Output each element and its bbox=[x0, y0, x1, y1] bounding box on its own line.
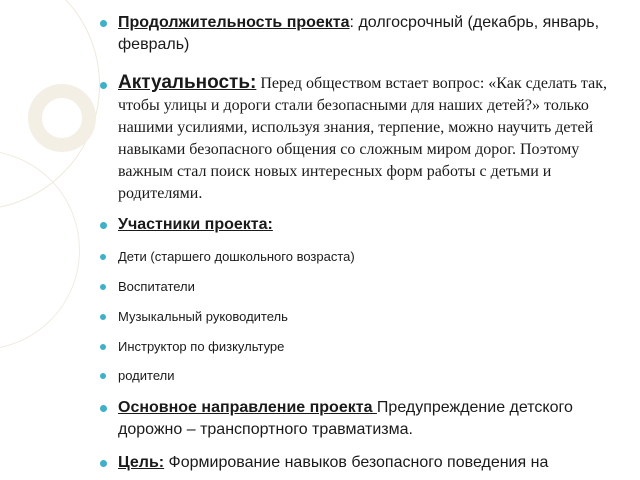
decorative-ring bbox=[28, 84, 96, 152]
item-heading: Цель: bbox=[118, 454, 165, 471]
bullet-icon bbox=[100, 344, 106, 350]
item-heading: Участники проекта: bbox=[118, 216, 273, 233]
item-body: Предупреждение детского дорожно – транспортного травматизма. bbox=[118, 399, 573, 438]
item-body: Перед обществом встает вопрос: «Как сделать так, чтобы улицы и дороги стали безопасными для наших детей?» только нашими усилиями, используя знания, терпение, можно научить детей навыками безопасного общения со сложным миром дорог. Поэтому важным стал поиск новых интересных форм работы с детьми и родителями. bbox=[118, 75, 607, 202]
item-text bbox=[118, 452, 638, 474]
item-text bbox=[118, 397, 623, 441]
item-body: Дети (старшего дошкольного возраста) bbox=[118, 249, 355, 264]
bullet-icon bbox=[100, 314, 106, 320]
item-body: Инструктор по физкультуре bbox=[118, 339, 285, 354]
bullet-icon bbox=[100, 254, 106, 260]
decorative-arc bbox=[0, 150, 80, 350]
item-heading: Актуальность: bbox=[118, 72, 257, 93]
bullet-icon bbox=[100, 222, 107, 229]
bullet-icon bbox=[100, 20, 107, 27]
item-heading: Продолжительность проекта bbox=[118, 14, 350, 31]
bullet-icon bbox=[100, 405, 107, 412]
bullet-icon bbox=[100, 373, 106, 379]
item-body: родители bbox=[118, 368, 175, 383]
item-text bbox=[118, 214, 623, 236]
item-heading: Основное направление проекта bbox=[118, 399, 377, 416]
item-text bbox=[118, 72, 623, 205]
item-body: Воспитатели bbox=[118, 279, 195, 294]
bullet-icon bbox=[100, 82, 107, 89]
item-body: Музыкальный руководитель bbox=[118, 309, 288, 324]
item-body: : долгосрочный (декабрь, январь, февраль) bbox=[118, 14, 600, 53]
item-body: Формирование навыков безопасного поведения на bbox=[164, 454, 549, 471]
item-text bbox=[118, 12, 623, 56]
bullet-icon bbox=[100, 284, 106, 290]
bullet-icon bbox=[100, 460, 107, 467]
